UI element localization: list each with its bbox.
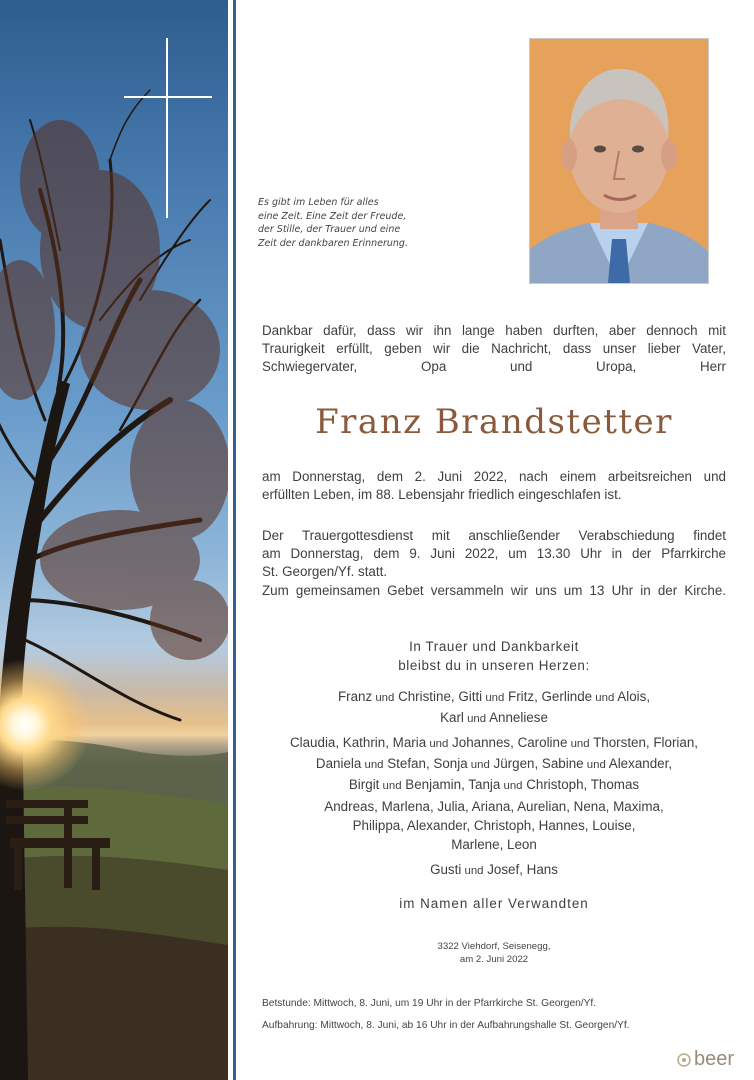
quote-line: Zeit der dankbaren Erinnerung. xyxy=(258,237,408,249)
conjunction: und xyxy=(583,759,606,771)
service-line: Der Trauergottesdienst mit anschließender Verabschiedung findet xyxy=(262,528,726,543)
family-names: Alexander, xyxy=(605,756,673,771)
intro-line: Traurigkeit erfüllt, geben wir die Nachricht, dass unser lieber Vater, xyxy=(262,341,726,356)
conjunction: und xyxy=(361,759,384,771)
family-line xyxy=(262,816,726,835)
gathering-line: Zum gemeinsamen Gebet versammeln wir uns um 13 Uhr in der Kirche. xyxy=(262,583,726,598)
conjunction: und xyxy=(500,780,523,792)
family-names: Anneliese xyxy=(486,710,548,725)
family-names: Philippa, Alexander, Christoph, Hannes, Louise, xyxy=(352,818,636,833)
prayer-hour-info: Betstunde: Mittwoch, 8. Juni, um 19 Uhr in der Pfarrkirche St. Georgen/Yf. xyxy=(262,998,597,1009)
flower-icon xyxy=(676,1052,692,1068)
family-names: Daniela xyxy=(315,756,362,771)
date-line: am 2. Juni 2022 xyxy=(459,954,529,965)
family-line xyxy=(262,835,726,854)
family-names: Jürgen, Sabine xyxy=(489,756,584,771)
family-names: Marlene, Leon xyxy=(451,837,537,852)
intro-line: Schwiegervater, Opa und Uropa, Herr xyxy=(262,359,726,374)
family-line xyxy=(262,860,726,881)
gathering-info xyxy=(262,582,726,600)
conjunction: und xyxy=(467,759,490,771)
conjunction: und xyxy=(461,865,484,877)
family-names: Claudia, Kathrin, Maria xyxy=(289,735,427,750)
family-great-grandchildren xyxy=(262,797,726,854)
death-notice-line: erfüllten Leben, im 88. Lebensjahr friedlich eingeschlafen ist. xyxy=(262,487,622,502)
conjunction: und xyxy=(592,692,615,704)
death-notice xyxy=(262,468,726,504)
conjunction: und xyxy=(379,780,402,792)
landscape-photo xyxy=(0,0,228,1080)
memorial-quote xyxy=(258,196,488,250)
portrait-photo xyxy=(529,38,709,284)
family-names: Alois, xyxy=(614,689,651,704)
family-line xyxy=(262,733,726,754)
quote-line: der Stille, der Trauer und eine xyxy=(258,224,401,235)
portrait-illustration xyxy=(530,39,708,283)
family-names: Birgit xyxy=(348,777,380,792)
family-names: Christine, Gitti xyxy=(394,689,483,704)
family-children xyxy=(262,687,726,729)
family-names: Karl xyxy=(440,710,464,725)
family-names: Franz xyxy=(337,689,373,704)
death-notice-line: am Donnerstag, dem 2. Juni 2022, nach einem arbeitsreichen und xyxy=(262,469,726,484)
conjunction: und xyxy=(372,692,395,704)
service-line: am Donnerstag, dem 9. Juni 2022, um 13.30 Uhr in der Pfarrkirche xyxy=(262,546,726,561)
family-line xyxy=(262,797,726,816)
laying-out-info: Aufbahrung: Mittwoch, 8. Juni, ab 16 Uhr in der Aufbahrungshalle St. Georgen/Yf. xyxy=(262,1020,630,1031)
family-line xyxy=(262,775,726,796)
closing-line: im Namen aller Verwandten xyxy=(399,896,589,911)
family-names: Christoph, Thomas xyxy=(522,777,640,792)
family-line xyxy=(262,708,726,729)
family-siblings xyxy=(262,860,726,881)
funeral-service-info xyxy=(262,527,726,581)
family-names: Johannes, Caroline xyxy=(448,735,568,750)
beer-logo xyxy=(676,1048,746,1072)
conjunction: und xyxy=(463,713,487,725)
mourning-heading-line: bleibst du in unseren Herzen: xyxy=(398,658,590,673)
mourning-heading-line: In Trauer und Dankbarkeit xyxy=(409,639,579,654)
quote-line: Es gibt im Leben für alles xyxy=(258,197,379,208)
logo-text: beer xyxy=(694,1048,735,1070)
family-names: Josef, Hans xyxy=(483,862,558,877)
conjunction: und xyxy=(567,738,590,750)
family-line xyxy=(262,754,726,775)
quote-line: eine Zeit. Eine Zeit der Freude, xyxy=(258,210,407,222)
family-names: Thorsten, Florian, xyxy=(589,735,699,750)
address-block xyxy=(262,940,726,966)
intro-line: Dankbar dafür, dass wir ihn lange haben durften, aber dennoch mit xyxy=(262,323,726,338)
family-names: Gusti xyxy=(430,862,462,877)
mourning-heading xyxy=(262,637,726,675)
address-line: 3322 Viehdorf, Seisenegg, xyxy=(437,941,551,952)
family-line xyxy=(262,687,726,708)
intro-paragraph xyxy=(262,322,726,376)
family-names: Fritz, Gerlinde xyxy=(504,689,593,704)
family-names: Andreas, Marlena, Julia, Ariana, Aurelian, Nena, Maxima, xyxy=(324,799,664,814)
family-names: Benjamin, Tanja xyxy=(401,777,501,792)
separator-line xyxy=(233,0,236,1080)
service-line: St. Georgen/Yf. statt. xyxy=(262,564,388,579)
cross-icon xyxy=(124,38,212,218)
conjunction: und xyxy=(426,738,449,750)
family-names: Stefan, Sonja xyxy=(383,756,468,771)
conjunction: und xyxy=(482,692,505,704)
deceased-name: Franz Brandstetter xyxy=(315,402,673,442)
family-grandchildren xyxy=(262,733,726,796)
